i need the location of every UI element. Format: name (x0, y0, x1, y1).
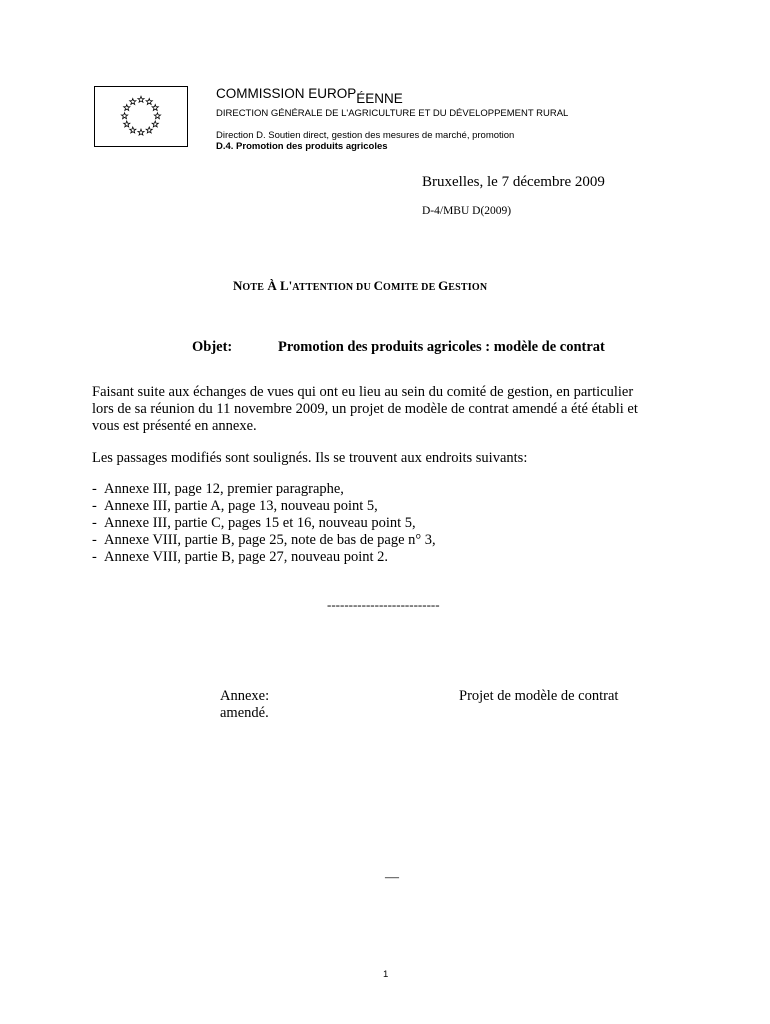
list-item: - Annexe III, page 12, premier paragraphe, (92, 481, 344, 497)
reference-number: D-4/MBU D(2009) (422, 205, 512, 217)
separator-line: -------------------------- (327, 597, 440, 612)
subject-text: Promotion des produits agricoles : modèle de contrat (278, 339, 605, 355)
star-icon (152, 105, 158, 111)
star-icon (130, 98, 136, 104)
intro-paragraph (92, 384, 692, 435)
place-date: Bruxelles, le 7 décembre 2009 (422, 174, 605, 190)
star-icon (124, 105, 130, 111)
subject-label: Objet: (192, 339, 233, 355)
star-icon (138, 129, 144, 135)
footer-dash: — (385, 870, 399, 885)
amendment-list (92, 481, 436, 566)
note-title: NOTE À L'ATTENTION DU COMITE DE GESTION (233, 278, 488, 293)
paragraph-line: Faisant suite aux échanges de vues qui ont eu lieu au sein du comité de gestion, en particulier (92, 384, 634, 400)
unit-name: D.4. Promotion des produits agricoles (216, 141, 388, 152)
annex-description: Projet de modèle de contrat (459, 688, 619, 704)
star-icon (124, 121, 130, 127)
commission-name: COMMISSION EUROPÉENNE (216, 86, 403, 106)
star-icon (146, 98, 152, 104)
list-item: - Annexe VIII, partie B, page 27, nouveau point 2. (92, 549, 389, 565)
eu-flag-logo (94, 86, 188, 147)
list-item: - Annexe III, partie A, page 13, nouveau point 5, (92, 498, 378, 514)
list-item: - Annexe III, partie C, pages 15 et 16, nouveau point 5, (92, 515, 416, 531)
annex-label: Annexe: amendé. (220, 688, 270, 721)
star-icon (152, 121, 158, 127)
list-item: - Annexe VIII, partie B, page 25, note de bas de page n° 3, (92, 532, 436, 548)
directorate-general: DIRECTION GÉNÉRALE DE L'AGRICULTURE ET DU DÉVELOPPEMENT RURAL (216, 108, 569, 119)
eu-stars-flag-icon (95, 87, 187, 146)
star-icon (154, 113, 160, 119)
page-number: 1 (383, 969, 389, 980)
star-icon (121, 113, 127, 119)
modified-passages-paragraph: Les passages modifiés sont soulignés. Ils se trouvent aux endroits suivants: (92, 450, 528, 466)
paragraph-line: vous est présenté en annexe. (92, 418, 257, 434)
directorate: Direction D. Soutien direct, gestion des mesures de marché, promotion (216, 130, 515, 141)
paragraph-line: lors de sa réunion du 11 novembre 2009, un projet de modèle de contrat amendé a été établi et (92, 401, 638, 417)
star-icon (130, 127, 136, 133)
star-icon (146, 127, 152, 133)
star-icon (138, 96, 144, 102)
